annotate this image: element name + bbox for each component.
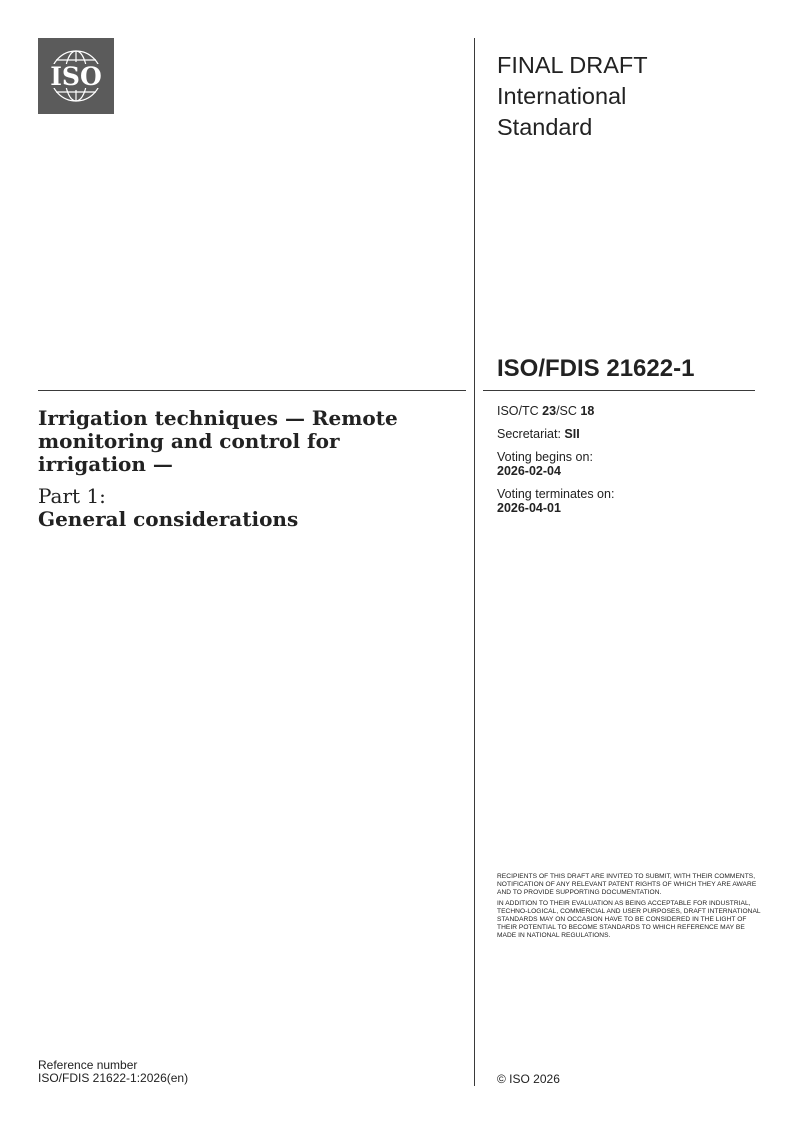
voting-begins-label: Voting begins on:: [497, 450, 593, 464]
voting-begins-date: 2026-02-04: [497, 464, 561, 478]
document-title: [38, 407, 448, 531]
horizontal-divider-right: [483, 390, 755, 391]
committee-row: [497, 404, 757, 418]
secretariat-value: SII: [564, 427, 580, 441]
reference-label: Reference number: [38, 1058, 138, 1072]
document-type: [497, 50, 757, 143]
title-main: Irrigation techniques — Remote monitoring and control for irrigation —: [38, 406, 398, 476]
horizontal-divider-left: [38, 390, 466, 391]
notice-paragraph-1: RECIPIENTS OF THIS DRAFT ARE INVITED TO SUBMIT, WITH THEIR COMMENTS, NOTIFICATION OF ANY RELEVANT PATENT RIGHTS OF WHICH THEY ARE AWARE AND TO PROVIDE SUPPORTING DOCUMENTATION.: [497, 873, 757, 896]
sc-number: 18: [580, 404, 595, 418]
iso-globe-icon: [38, 38, 114, 114]
title-part-name: General considerations: [38, 507, 299, 531]
reference-value: ISO/FDIS 21622-1:2026(en): [38, 1071, 189, 1085]
document-metadata: [497, 404, 757, 524]
document-number: ISO/FDIS 21622-1: [497, 355, 695, 382]
sc-prefix: /SC: [556, 404, 581, 418]
voting-terminates-label: Voting terminates on:: [497, 487, 615, 501]
svg-text:ISO: ISO: [50, 62, 102, 91]
tc-prefix: ISO/TC: [497, 404, 543, 418]
doc-type-line-2: International: [497, 83, 627, 109]
reference-number: [38, 1059, 338, 1085]
voting-terminates-row: [497, 487, 757, 515]
voting-begins-row: [497, 450, 757, 478]
vertical-divider: [474, 38, 475, 1086]
tc-number: 23: [542, 404, 557, 418]
secretariat-label: Secretariat:: [497, 427, 565, 441]
iso-logo: [38, 38, 114, 114]
doc-type-line-1: FINAL DRAFT: [497, 52, 648, 78]
draft-notice: [497, 873, 762, 943]
secretariat-row: [497, 427, 757, 441]
voting-terminates-date: 2026-04-01: [497, 501, 561, 515]
notice-paragraph-2: IN ADDITION TO THEIR EVALUATION AS BEING ACCEPTABLE FOR INDUSTRIAL, TECHNO-LOGICAL, COMMERCIAL AND USER PURPOSES, DRAFT INTERNATIONAL STANDARDS MAY ON OCCASION HAVE TO BE CONSIDERED IN THE LIGHT OF THEIR POTENTIAL TO BECOME STANDARDS TO WHICH REFERENCE MAY BE MADE IN NATIONAL REGULATIONS.: [497, 900, 761, 939]
title-part-label: Part 1:: [38, 484, 106, 508]
doc-type-line-3: Standard: [497, 114, 593, 140]
copyright: © ISO 2026: [497, 1072, 560, 1086]
